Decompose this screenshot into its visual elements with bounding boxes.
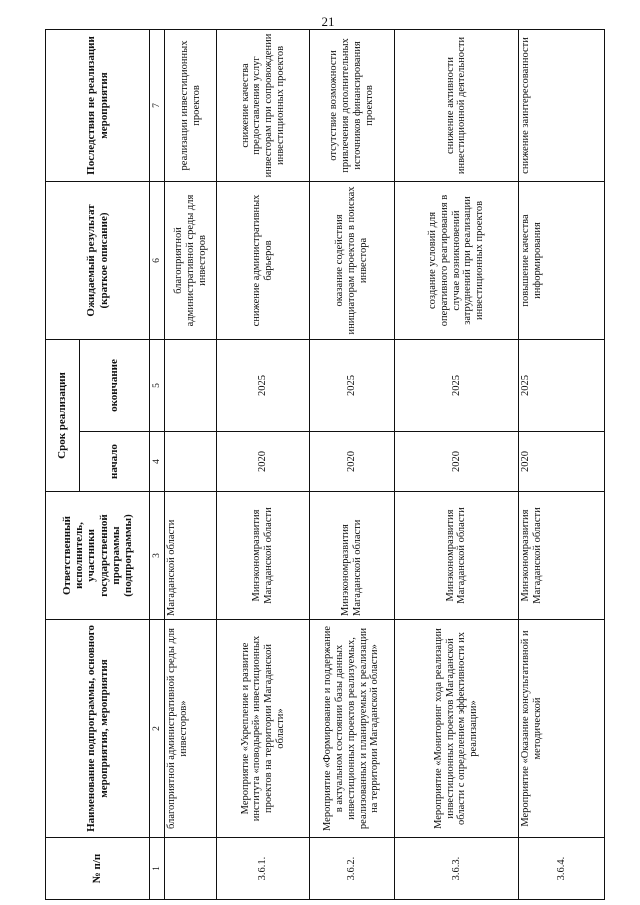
row-name: Мероприятие «Формирование и поддержание в актуальном состоянии базы данных инвестиционных проектов реализуемых, реализованных и планируемых к реализации на территории Магаданской области» <box>309 620 394 838</box>
column-number: 5 <box>150 339 165 431</box>
row-start: 2020 <box>217 432 310 492</box>
header-end: окончание <box>80 339 150 431</box>
row-consequences: реализации инвестиционных проектов <box>165 29 217 181</box>
rotated-table-container <box>45 30 605 900</box>
header-name: Наименование подпрограммы, основного мероприятия, мероприятия <box>46 620 150 838</box>
row-executor: Минэкономразвития Магаданской области <box>394 492 519 620</box>
row-start: 2020 <box>519 432 605 492</box>
header-executor: Ответственный исполнитель, участники государственной программы (подпрограммы) <box>46 492 150 620</box>
column-number: 3 <box>150 492 165 620</box>
row-name: благоприятной административной среды для инвесторов» <box>165 620 217 838</box>
column-number-row <box>150 29 165 899</box>
header-row-1 <box>46 29 80 899</box>
row-result: благоприятной административной среды для инвесторов <box>165 181 217 339</box>
row-end: 2025 <box>394 339 519 431</box>
column-number: 1 <box>150 838 165 900</box>
row-name: Мероприятие «Укрепление и развитие института «поводырей» инвестиционных проектов на территории Магаданской области» <box>217 620 310 838</box>
column-number: 6 <box>150 181 165 339</box>
table-row <box>309 29 394 899</box>
row-result: снижение административных барьеров <box>217 181 310 339</box>
table-row <box>394 29 519 899</box>
row-num <box>165 838 217 900</box>
row-result: создание условий для оперативного реагирования в случае возникновений затруднений при реализации инвестиционных проектов <box>394 181 519 339</box>
row-end: 2025 <box>309 339 394 431</box>
row-executor: Минэкономразвития Магаданской области <box>309 492 394 620</box>
row-consequences: отсутствие возможности привлечения дополнительных источников финансирования проектов <box>309 29 394 181</box>
row-executor: Магаданской области <box>165 492 217 620</box>
row-start: 2020 <box>394 432 519 492</box>
row-start <box>165 432 217 492</box>
row-executor: Минэкономразвития Магаданской области <box>519 492 605 620</box>
program-activities-table <box>45 29 605 900</box>
row-result: повышение качества информирования <box>519 181 605 339</box>
row-consequences: снижение заинтересованности <box>519 29 605 181</box>
table-row <box>519 29 605 899</box>
row-consequences: снижение активности инвестиционной деятельности <box>394 29 519 181</box>
row-num: 3.6.1. <box>217 838 310 900</box>
row-end: 2025 <box>519 339 605 431</box>
header-consequences: Последствия не реализации мероприятия <box>46 29 150 181</box>
header-start: начало <box>80 432 150 492</box>
column-number: 4 <box>150 432 165 492</box>
row-start: 2020 <box>309 432 394 492</box>
page-number: 21 <box>321 14 335 29</box>
row-executor: Минэкономразвития Магаданской области <box>217 492 310 620</box>
column-number: 7 <box>150 29 165 181</box>
row-end <box>165 339 217 431</box>
row-end: 2025 <box>217 339 310 431</box>
table-row <box>165 29 217 899</box>
row-num: 3.6.4. <box>519 838 605 900</box>
table-row <box>217 29 310 899</box>
column-number: 2 <box>150 620 165 838</box>
header-num: № п/п <box>46 838 150 900</box>
row-num: 3.6.3. <box>394 838 519 900</box>
header-term: Срок реализации <box>46 339 80 491</box>
row-result: оказание содействия инициаторам проектов в поисках инвестора <box>309 181 394 339</box>
row-name: Мероприятие «Оказание консультативной и методической <box>519 620 605 838</box>
row-consequences: снижение качества предоставления услуг инвесторам при сопровождении инвестиционных проектов <box>217 29 310 181</box>
row-name: Мероприятие «Мониторинг хода реализации инвестиционных проектов Магаданской области с определением эффективности их реализации» <box>394 620 519 838</box>
row-num: 3.6.2. <box>309 838 394 900</box>
header-result: Ожидаемый результат (краткое описание) <box>46 181 150 339</box>
